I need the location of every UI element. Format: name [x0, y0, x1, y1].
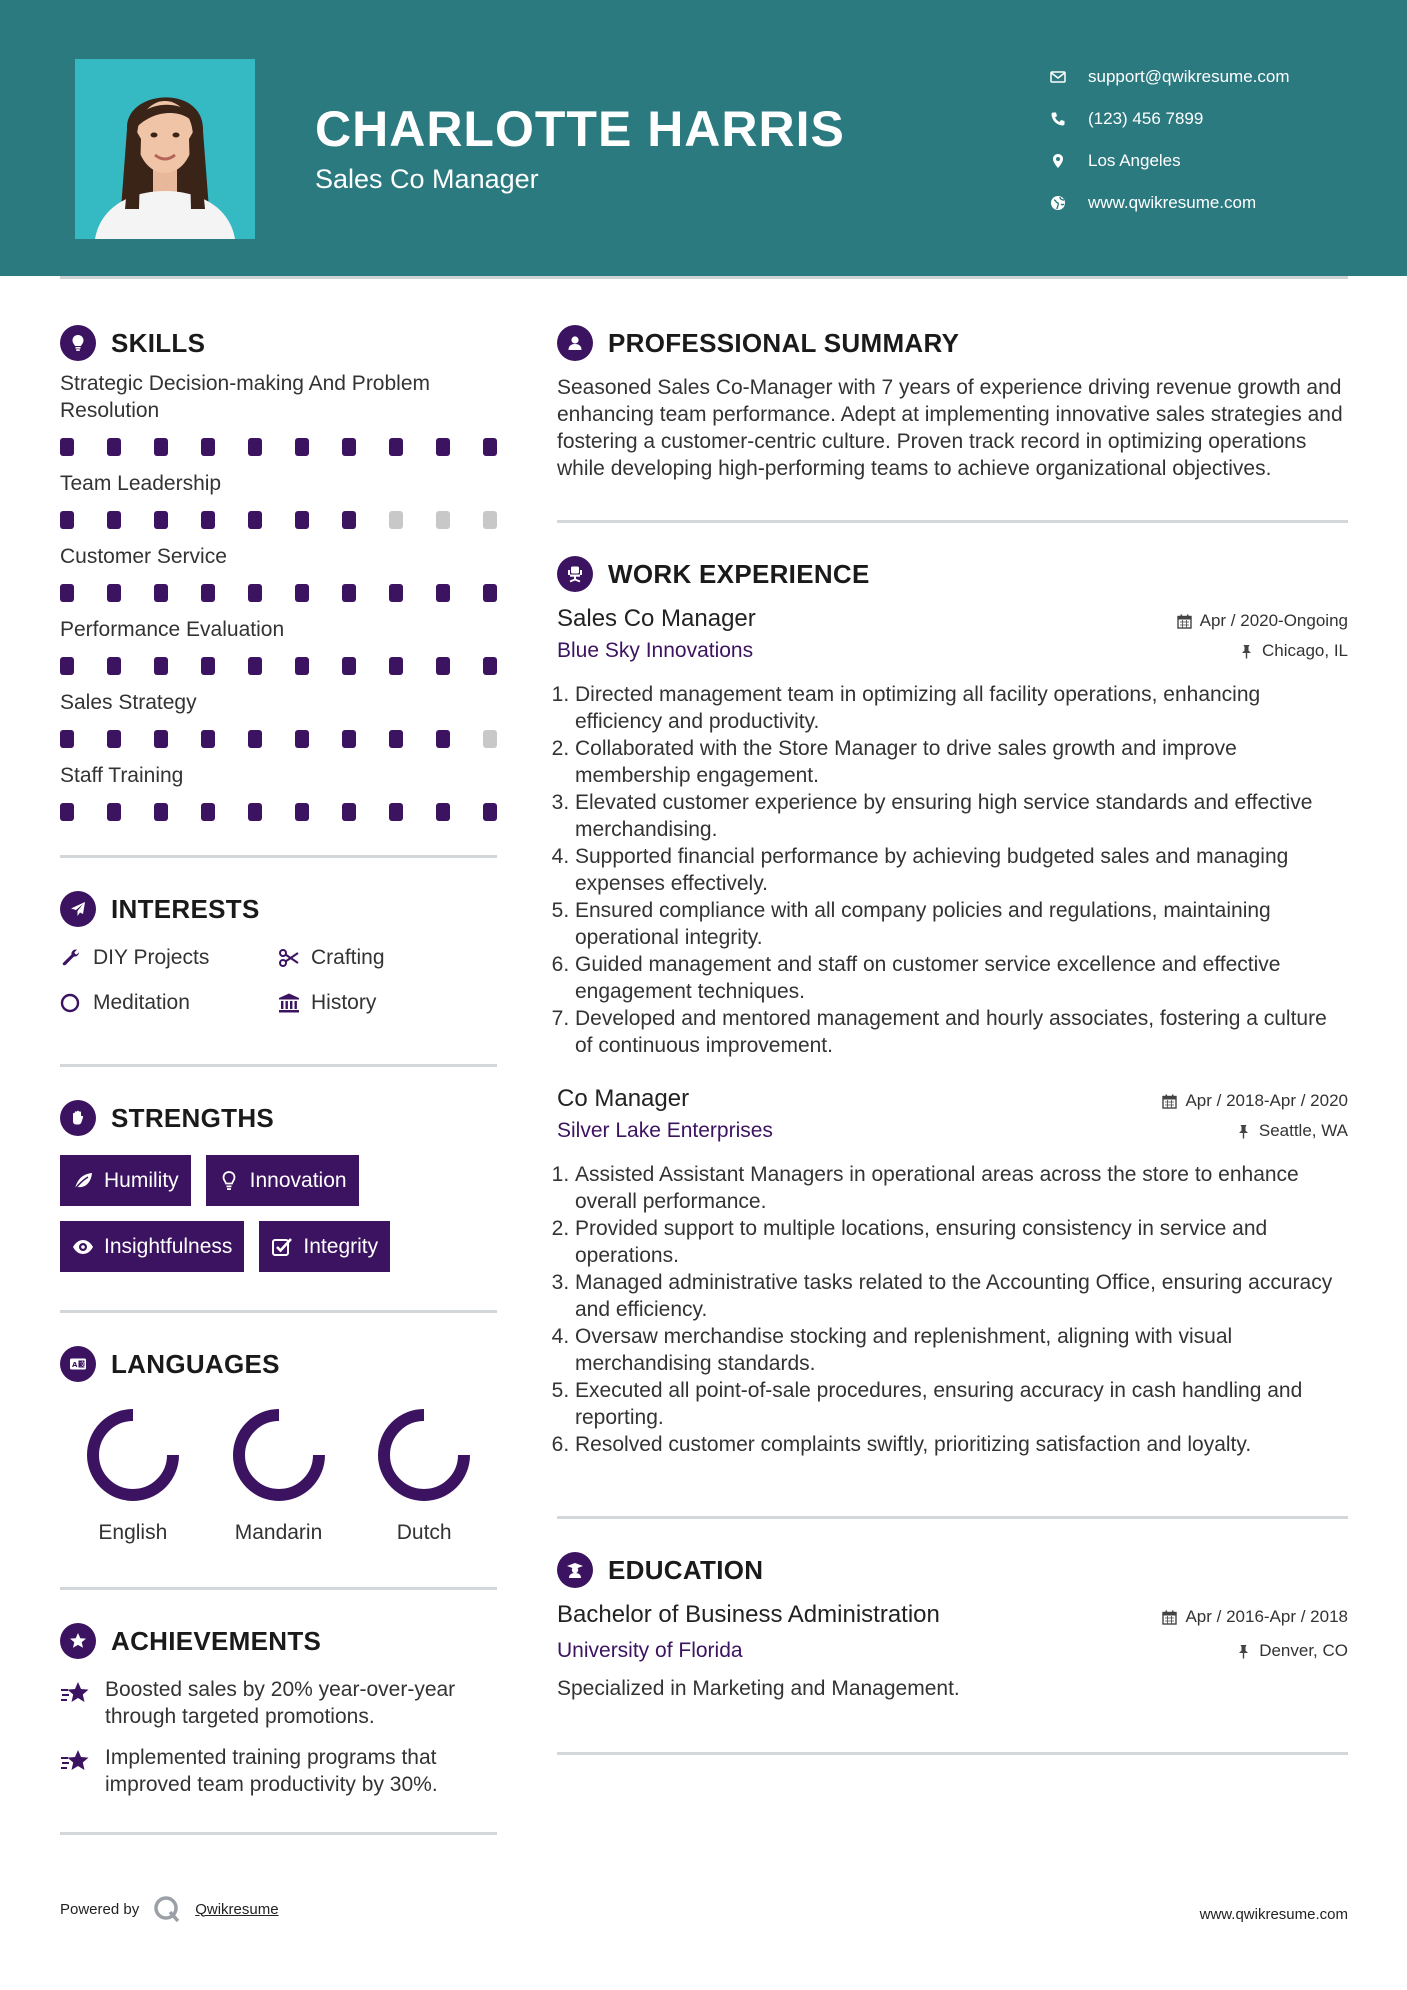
duty-item: 3. Managed administrative tasks related to the Accounting Office, ensuring accuracy and efficiency. — [575, 1269, 1348, 1323]
strengths-title: STRENGTHS — [111, 1102, 275, 1133]
skills-list — [60, 370, 497, 821]
rating-dot-filled — [436, 730, 450, 748]
rating-dot-filled — [248, 584, 262, 602]
skill-item — [60, 543, 497, 602]
education-location — [1236, 1641, 1348, 1661]
job-entry — [557, 1083, 1348, 1458]
skill-item — [60, 370, 497, 456]
profile-photo — [75, 59, 255, 239]
strengths-heading — [60, 1095, 497, 1141]
job-entry — [557, 603, 1348, 1059]
rating-dot-filled — [342, 438, 356, 456]
language-proficiency-ring — [83, 1405, 183, 1505]
star-badge-icon — [60, 1623, 96, 1659]
rating-dot-filled — [295, 730, 309, 748]
svg-text:文: 文 — [79, 1361, 86, 1369]
achievement-text: Boosted sales by 20% year-over-year through targeted promotions. — [105, 1678, 456, 1728]
rating-dot-filled — [342, 657, 356, 675]
phone-icon — [1050, 111, 1088, 127]
duty-item: 7. Developed and mentored management and hourly associates, fostering a culture of continuous improvement. — [575, 1005, 1348, 1059]
wrench-icon — [60, 947, 93, 969]
rating-dot-filled — [483, 584, 497, 602]
rating-dot-filled — [389, 584, 403, 602]
rating-dot-filled — [154, 657, 168, 675]
section-divider — [60, 1587, 497, 1590]
duty-item: 5. Executed all point-of-sale procedures, ensuring accuracy in cash handling and reporting. — [575, 1377, 1348, 1431]
rating-dot-filled — [248, 511, 262, 529]
skill-name: Sales Strategy — [60, 691, 197, 714]
job-title: Co Manager — [557, 1085, 690, 1112]
rating-dot-filled — [107, 657, 121, 675]
skill-name: Team Leadership — [60, 472, 222, 495]
skill-name: Strategic Decision-making And Problem Resolution — [60, 372, 431, 422]
skill-name: Performance Evaluation — [60, 618, 285, 641]
rating-dot-filled — [295, 584, 309, 602]
rating-dot-filled — [201, 657, 215, 675]
strength-label: Humility — [104, 1168, 179, 1192]
rating-dot-filled — [107, 803, 121, 821]
rating-dot-filled — [154, 438, 168, 456]
interest-history — [278, 987, 496, 1018]
job-location — [1239, 641, 1348, 661]
rating-dot-filled — [389, 803, 403, 821]
lightbulb-icon — [60, 325, 96, 361]
rating-dot-filled — [201, 511, 215, 529]
interests-grid — [60, 942, 497, 1018]
skill-item — [60, 762, 497, 821]
qwikresume-link[interactable]: Qwikresume — [195, 1900, 279, 1918]
education-heading — [557, 1547, 1348, 1593]
fist-icon — [60, 1100, 96, 1136]
rating-dot-filled — [389, 730, 403, 748]
contact-location-text: Los Angeles — [1088, 151, 1181, 170]
rating-dot-filled — [107, 730, 121, 748]
job-date — [1177, 611, 1348, 631]
rating-dot-filled — [60, 511, 74, 529]
calendar-icon — [1162, 1610, 1177, 1625]
interests-title: INTERESTS — [111, 893, 260, 924]
skills-heading — [60, 320, 497, 366]
rating-dot-filled — [483, 438, 497, 456]
rating-dot-filled — [295, 657, 309, 675]
job-title: Sales Co Manager — [557, 605, 756, 632]
language-icon — [60, 1346, 96, 1382]
experience-title: WORK EXPERIENCE — [608, 558, 870, 589]
summary-title: PROFESSIONAL SUMMARY — [608, 327, 960, 358]
rating-dot-filled — [483, 657, 497, 675]
right-column — [557, 320, 1348, 1755]
skill-rating — [60, 584, 497, 602]
graduate-icon — [557, 1552, 593, 1588]
rating-dot-filled — [60, 730, 74, 748]
circle-icon — [60, 992, 93, 1014]
education-description: Specialized in Marketing and Management. — [557, 1677, 960, 1700]
duty-item: 1. Assisted Assistant Managers in operational areas across the store to enhance overall performance. — [575, 1161, 1348, 1215]
skill-rating — [60, 438, 497, 456]
rating-dot-filled — [154, 803, 168, 821]
job-company: Silver Lake Enterprises — [557, 1119, 773, 1142]
duty-item: 5. Ensured compliance with all company policies and regulations, maintaining operational integrity. — [575, 897, 1348, 951]
skill-item — [60, 689, 497, 748]
interest-label: History — [311, 990, 377, 1014]
rating-dot-filled — [248, 438, 262, 456]
rating-dot-filled — [60, 438, 74, 456]
education-title: EDUCATION — [608, 1554, 764, 1585]
eye-icon — [72, 1236, 94, 1258]
education-location-text: Denver, CO — [1259, 1641, 1348, 1660]
star-icon — [60, 1676, 105, 1730]
rating-dot-filled — [201, 584, 215, 602]
contact-email-text: support@qwikresume.com — [1088, 67, 1290, 86]
language-proficiency-ring — [374, 1405, 474, 1505]
strength-label: Integrity — [303, 1234, 379, 1258]
interest-label: Crafting — [311, 945, 385, 969]
skill-rating — [60, 511, 497, 529]
languages-list — [60, 1405, 497, 1545]
pushpin-icon — [1236, 1124, 1251, 1139]
strengths-tags — [60, 1155, 497, 1272]
contact-website-text: www.qwikresume.com — [1088, 193, 1257, 212]
portrait-image — [75, 59, 255, 239]
rating-dot-filled — [154, 584, 168, 602]
interest-label: DIY Projects — [93, 945, 210, 969]
job-date-text: Apr / 2018-Apr / 2020 — [1185, 1091, 1348, 1110]
interests-heading — [60, 886, 497, 932]
job-date-text: Apr / 2020-Ongoing — [1199, 611, 1348, 630]
rating-dot-filled — [248, 657, 262, 675]
strength-label: Insightfulness — [104, 1234, 233, 1258]
institution-icon — [278, 992, 311, 1014]
rating-dot-filled — [483, 803, 497, 821]
rating-dot-filled — [295, 511, 309, 529]
rating-dot-filled — [295, 438, 309, 456]
contact-location — [1050, 140, 1380, 182]
proficiency-arc — [93, 1415, 173, 1495]
skills-title: SKILLS — [111, 327, 206, 358]
svg-text:A: A — [72, 1361, 78, 1369]
rating-dot-filled — [342, 511, 356, 529]
summary-heading — [557, 320, 1348, 366]
rating-dot-filled — [154, 511, 168, 529]
language-name: English — [98, 1521, 168, 1544]
language-item — [351, 1405, 497, 1545]
email-icon — [1050, 69, 1088, 85]
job-location-text: Chicago, IL — [1262, 641, 1348, 660]
contact-website[interactable] — [1050, 182, 1380, 224]
education-entry — [557, 1599, 1348, 1702]
rating-dot-filled — [154, 730, 168, 748]
pushpin-icon — [1239, 644, 1254, 659]
strength-tag-integrity — [259, 1221, 390, 1272]
lightbulb-icon — [218, 1170, 240, 1192]
skill-rating — [60, 803, 497, 821]
education-date-text: Apr / 2016-Apr / 2018 — [1185, 1607, 1348, 1626]
summary-text: Seasoned Sales Co-Manager with 7 years of experience driving revenue growth and enhancing team performance. Adept at implementing innovative sales strategies and fostering a customer-centric culture. Proven track record in optimizing operations while developing high-performing teams to achieve organizational objectives. — [557, 376, 1343, 480]
rating-dot-filled — [436, 803, 450, 821]
rating-dot-filled — [248, 730, 262, 748]
rating-dot-filled — [201, 730, 215, 748]
rating-dot-filled — [389, 438, 403, 456]
calendar-icon — [1177, 614, 1192, 629]
language-proficiency-ring — [229, 1405, 329, 1505]
skill-item — [60, 470, 497, 529]
duty-item: 2. Collaborated with the Store Manager to drive sales growth and improve membership engagement. — [575, 735, 1348, 789]
job-duties-list — [557, 681, 1348, 1059]
section-divider — [557, 520, 1348, 523]
resume-header — [0, 0, 1407, 276]
rating-dot-filled — [389, 657, 403, 675]
rating-dot-filled — [60, 657, 74, 675]
contact-phone-text: (123) 456 7899 — [1088, 109, 1204, 128]
school-name: University of Florida — [557, 1639, 743, 1662]
contact-email[interactable] — [1050, 56, 1380, 98]
pushpin-icon — [1236, 1644, 1251, 1659]
interest-label: Meditation — [93, 990, 190, 1014]
rating-dot-filled — [60, 803, 74, 821]
languages-heading — [60, 1341, 497, 1387]
contact-phone[interactable] — [1050, 98, 1380, 140]
left-column — [60, 320, 497, 1835]
section-divider — [557, 1752, 1348, 1755]
section-divider — [60, 1310, 497, 1313]
duty-item: 4. Supported financial performance by achieving budgeted sales and managing expenses effectively. — [575, 843, 1348, 897]
office-chair-icon — [557, 556, 593, 592]
strength-tag-humility — [60, 1155, 191, 1206]
job-date — [1162, 1091, 1348, 1111]
leaf-icon — [72, 1170, 94, 1192]
skill-name: Staff Training — [60, 764, 184, 787]
language-name: Mandarin — [234, 1521, 323, 1544]
achievement-item — [60, 1676, 497, 1730]
education-date — [1162, 1607, 1348, 1627]
duty-item: 2. Provided support to multiple locations, ensuring consistency in service and operations. — [575, 1215, 1348, 1269]
job-duties-list — [557, 1161, 1348, 1458]
powered-by-text: Powered by — [60, 1900, 140, 1918]
rating-dot-filled — [60, 584, 74, 602]
duty-item: 4. Oversaw merchandise stocking and replenishment, aligning with visual merchandising standards. — [575, 1323, 1348, 1377]
rating-dot-empty — [389, 511, 403, 529]
checkbox-icon — [271, 1236, 293, 1258]
scissors-icon — [278, 947, 311, 969]
footer-website[interactable]: www.qwikresume.com — [1199, 1906, 1348, 1923]
rating-dot-filled — [201, 438, 215, 456]
duty-item: 1. Directed management team in optimizing all facility operations, enhancing efficiency and productivity. — [575, 681, 1348, 735]
rating-dot-filled — [436, 584, 450, 602]
duty-item: 3. Elevated customer experience by ensuring high service standards and effective merchandising. — [575, 789, 1348, 843]
candidate-title: Sales Co Manager — [315, 164, 539, 194]
rating-dot-filled — [107, 584, 121, 602]
strength-label: Innovation — [249, 1168, 347, 1192]
interest-crafting — [278, 942, 496, 973]
strength-tag-innovation — [206, 1155, 359, 1206]
rating-dot-filled — [248, 803, 262, 821]
paper-plane-icon — [60, 891, 96, 927]
rating-dot-filled — [436, 657, 450, 675]
rating-dot-filled — [436, 438, 450, 456]
rating-dot-filled — [201, 803, 215, 821]
section-divider — [60, 855, 497, 858]
experience-heading — [557, 551, 1348, 597]
rating-dot-filled — [107, 438, 121, 456]
job-location-text: Seattle, WA — [1258, 1121, 1348, 1140]
strength-tag-insightfulness — [60, 1221, 244, 1272]
footer-powered-by — [60, 1895, 279, 1923]
star-icon — [60, 1744, 105, 1798]
job-location — [1236, 1121, 1348, 1141]
section-divider — [60, 1064, 497, 1067]
rating-dot-filled — [342, 584, 356, 602]
rating-dot-empty — [483, 730, 497, 748]
rating-dot-empty — [436, 511, 450, 529]
calendar-icon — [1162, 1094, 1177, 1109]
rating-dot-filled — [342, 803, 356, 821]
proficiency-arc — [384, 1415, 464, 1495]
achievements-heading — [60, 1618, 497, 1664]
skill-name: Customer Service — [60, 545, 227, 568]
achievements-title: ACHIEVEMENTS — [111, 1625, 322, 1656]
degree-name: Bachelor of Business Administration — [557, 1601, 940, 1628]
skill-item — [60, 616, 497, 675]
languages-title: LANGUAGES — [111, 1348, 280, 1379]
rating-dot-filled — [295, 803, 309, 821]
globe-icon — [1050, 195, 1088, 211]
interest-meditation — [60, 987, 278, 1018]
skill-rating — [60, 730, 497, 748]
language-item — [206, 1405, 352, 1545]
qwikresume-logo-icon — [153, 1895, 181, 1923]
job-company: Blue Sky Innovations — [557, 639, 754, 662]
rating-dot-filled — [107, 511, 121, 529]
achievement-item — [60, 1744, 497, 1798]
rating-dot-empty — [483, 511, 497, 529]
language-item — [60, 1405, 206, 1545]
section-divider — [557, 1516, 1348, 1519]
section-divider — [60, 1832, 497, 1835]
location-icon — [1050, 153, 1088, 169]
duty-item: 6. Resolved customer complaints swiftly, prioritizing satisfaction and loyalty. — [575, 1431, 1348, 1458]
candidate-name: CHARLOTTE HARRIS — [315, 101, 845, 157]
language-name: Dutch — [396, 1521, 452, 1544]
rating-dot-filled — [342, 730, 356, 748]
duty-item: 6. Guided management and staff on customer service excellence and effective engagement techniques. — [575, 951, 1348, 1005]
achievement-text: Implemented training programs that improved team productivity by 30%. — [105, 1746, 438, 1796]
header-divider — [60, 276, 1348, 279]
proficiency-arc — [239, 1415, 319, 1495]
contact-list — [1050, 56, 1380, 224]
interest-diy-projects — [60, 942, 278, 973]
user-icon — [557, 325, 593, 361]
skill-rating — [60, 657, 497, 675]
